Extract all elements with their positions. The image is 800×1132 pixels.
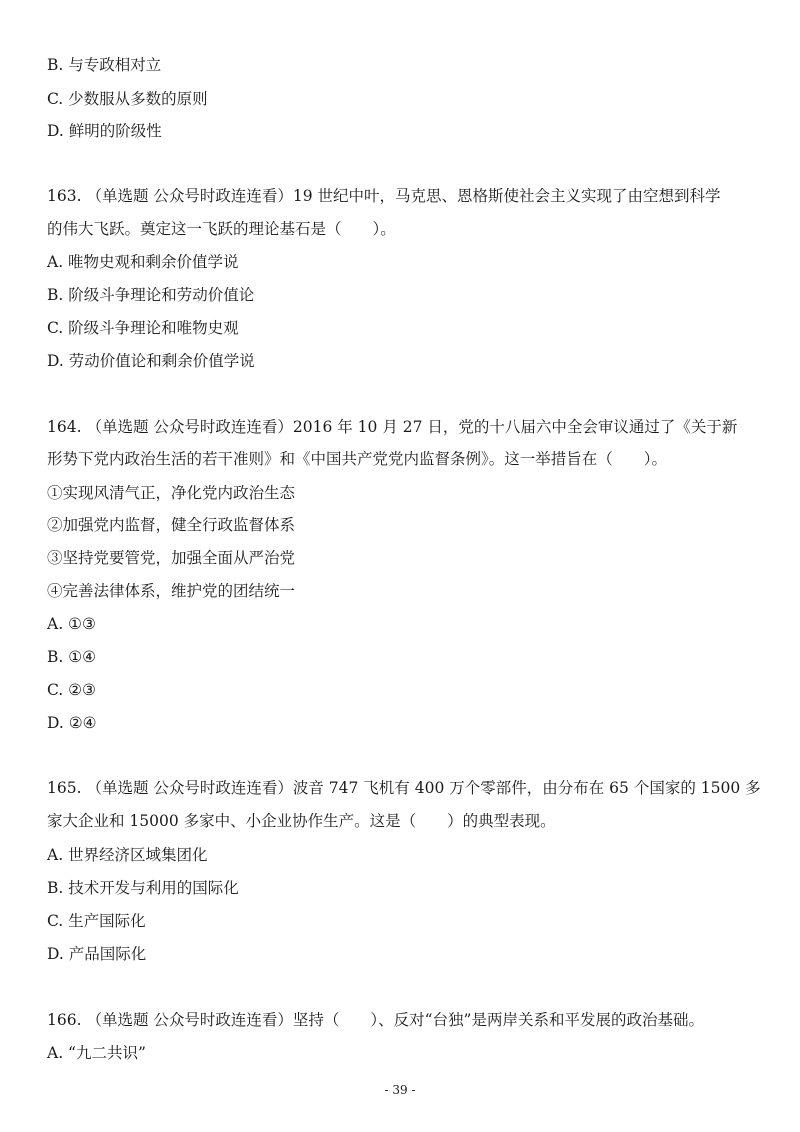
q164-statement-4: ④完善法律体系，维护党的团结统一	[47, 582, 296, 600]
q164-statement-3: ③坚持党要管党，加强全面从严治党	[47, 549, 296, 567]
q164-option-c: C. ②③	[47, 681, 96, 699]
q165-option-b: B. 技术开发与利用的国际化	[47, 879, 239, 897]
q164-stem-line-1: 164. （单选题 公众号时政连连看）2016 年 10 月 27 日，党的十八届六中全会审议通过了《关于新	[47, 418, 738, 436]
q164-statement-1: ①实现风清气正，净化党内政治生态	[47, 484, 296, 502]
q165-option-a: A. 世界经济区域集团化	[47, 846, 208, 864]
q163-option-b: B. 阶级斗争理论和劳动价值论	[47, 286, 255, 304]
q165-stem-line-2: 家大企业和 15000 多家中、小企业协作生产。这是（ ）的典型表现。	[47, 812, 556, 830]
q166-stem-line-1: 166. （单选题 公众号时政连连看）坚持（ ）、反对“台独”是两岸关系和平发展的政治基础。	[47, 1011, 704, 1029]
q163-option-a: A. 唯物史观和剩余价值学说	[47, 253, 239, 271]
page-number: - 39 -	[384, 1083, 416, 1097]
q164-statement-2: ②加强党内监督，健全行政监督体系	[47, 516, 296, 534]
q166-option-a: A. “九二共识”	[47, 1044, 146, 1062]
prev-option-b: B. 与专政相对立	[47, 56, 162, 74]
prev-option-d: D. 鲜明的阶级性	[47, 122, 162, 140]
q163-stem-line-2: 的伟大飞跃。奠定这一飞跃的理论基石是（ ）。	[47, 220, 396, 238]
q164-option-a: A. ①③	[47, 615, 96, 633]
q164-stem-line-2: 形势下党内政治生活的若干准则》和《中国共产党党内监督条例》。这一举措旨在（ ）。	[47, 450, 668, 468]
q165-option-d: D. 产品国际化	[47, 945, 147, 963]
q165-option-c: C. 生产国际化	[47, 912, 146, 930]
q164-option-d: D. ②④	[47, 714, 97, 732]
q163-option-c: C. 阶级斗争理论和唯物史观	[47, 319, 239, 337]
q165-stem-line-1: 165. （单选题 公众号时政连连看）波音 747 飞机有 400 万个零部件，由分布在 65 个国家的 1500 多	[47, 779, 761, 797]
q164-option-b: B. ①④	[47, 648, 97, 666]
prev-option-c: C. 少数服从多数的原则	[47, 90, 208, 108]
q163-option-d: D. 劳动价值论和剩余价值学说	[47, 352, 255, 370]
q163-stem-line-1: 163. （单选题 公众号时政连连看）19 世纪中叶，马克思、恩格斯使社会主义实现了由空想到科学	[47, 187, 721, 205]
